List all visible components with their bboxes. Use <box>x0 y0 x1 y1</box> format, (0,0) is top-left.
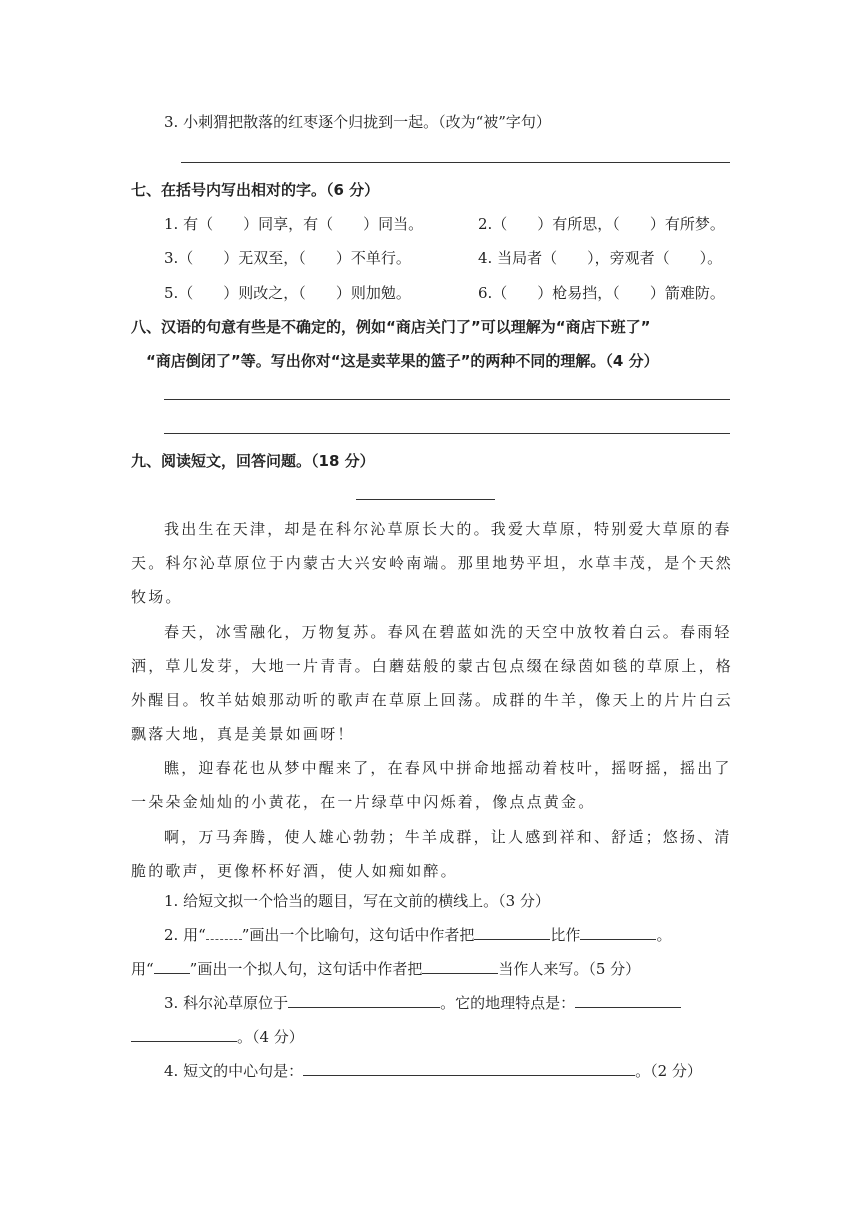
section9-q3-line2 <box>131 1027 304 1047</box>
answer-blank <box>288 993 440 1008</box>
section7-item-1: 1. 有（ ）同享，有（ ）同当。 <box>164 215 424 233</box>
section9-heading: 九、阅读短文，回答问题。（18 分） <box>131 452 375 470</box>
section7-item-2: 2.（ ）有所思，（ ）有所梦。 <box>478 215 725 233</box>
section9-q2-line1 <box>164 925 671 945</box>
q2-text: 比作 <box>550 926 581 944</box>
q2-text: 。 <box>656 926 672 944</box>
q2-text: ”画出一个拟人句，这句话中作者把 <box>189 960 423 978</box>
passage-line: 天。科尔沁草原位于内蒙古大兴安岭南端。那里地势平坦，水草丰茂，是个天然 <box>131 554 734 572</box>
section8-heading-line1: 八、汉语的句意有些是不确定的，例如“商店关门了”可以理解为“商店下班了” <box>131 318 651 336</box>
q2-text: 2. 用“ <box>164 926 206 944</box>
section6-q3: 3. 小刺猬把散落的红枣逐个归拢到一起。（改为“被”字句） <box>164 113 551 131</box>
passage-line: 外醒目。牧羊姑娘那动听的歌声在草原上回荡。成群的牛羊，像天上的片片白云 <box>131 691 734 709</box>
section7-item-6: 6.（ ）枪易挡，（ ）箭难防。 <box>478 284 725 302</box>
q3-text: 3. 科尔沁草原位于 <box>164 994 289 1012</box>
answer-line-6-3 <box>181 162 730 163</box>
q4-text: 。（2 分） <box>635 1062 702 1080</box>
q4-text: 4. 短文的中心句是： <box>164 1062 304 1080</box>
passage-line: 我出生在天津，却是在科尔沁草原长大的。我爱大草原，特别爱大草原的春 <box>164 520 732 538</box>
passage-line: 春天，冰雪融化，万物复苏。春风在碧蓝如洗的天空中放牧着白云。春雨轻 <box>164 623 732 641</box>
answer-blank <box>580 925 656 940</box>
answer-blank <box>422 959 498 974</box>
passage-line: 一朵朵金灿灿的小黄花，在一片绿草中闪烁着，像点点黄金。 <box>131 793 596 811</box>
q3-text: 。（4 分） <box>237 1028 304 1046</box>
section9-q3-line1 <box>164 993 681 1013</box>
underline-sample <box>154 959 190 974</box>
answer-blank <box>131 1027 237 1042</box>
section9-q4 <box>164 1061 702 1081</box>
answer-blank <box>474 925 550 940</box>
answer-line-8-2 <box>164 433 730 434</box>
section7-heading: 七、在括号内写出相对的字。（6 分） <box>131 181 380 199</box>
passage-line: 洒，草儿发芽，大地一片青青。白蘑菇般的蒙古包点缀在绿茵如毯的草原上，格 <box>131 657 734 675</box>
q2-text: 用“ <box>131 960 154 978</box>
passage-line: 瞧，迎春花也从梦中醒来了，在春风中拼命地摇动着枝叶，摇呀摇，摇出了 <box>164 759 732 777</box>
underline-sample <box>206 927 242 940</box>
passage-line: 飘落大地，真是美景如画呀！ <box>131 725 355 743</box>
answer-blank <box>575 993 681 1008</box>
section7-item-5: 5.（ ）则改之，（ ）则加勉。 <box>164 284 411 302</box>
q3-text: 。它的地理特点是： <box>440 994 576 1012</box>
answer-blank <box>303 1061 635 1076</box>
answer-line-8-1 <box>164 399 730 400</box>
q2-text: 当作人来写。（5 分） <box>498 960 641 978</box>
passage-line: 啊，万马奔腾，使人雄心勃勃；牛羊成群，让人感到祥和、舒适；悠扬、清 <box>164 828 732 846</box>
section9-q2-line2 <box>131 959 640 979</box>
q2-text: ”画出一个比喻句，这句话中作者把 <box>241 926 475 944</box>
title-blank-line <box>356 499 495 500</box>
section9-q1: 1. 给短文拟一个恰当的题目，写在文前的横线上。（3 分） <box>164 892 550 910</box>
section7-item-4: 4. 当局者（ ），旁观者（ ）。 <box>478 249 723 267</box>
section7-item-3: 3.（ ）无双至，（ ）不单行。 <box>164 249 411 267</box>
passage-line: 牧场。 <box>131 588 183 606</box>
passage-line: 脆的歌声，更像杯杯好酒，使人如痴如醉。 <box>131 862 458 880</box>
section8-heading-line2: “商店倒闭了”等。写出你对“这是卖苹果的篮子”的两种不同的理解。（4 分） <box>146 352 659 370</box>
